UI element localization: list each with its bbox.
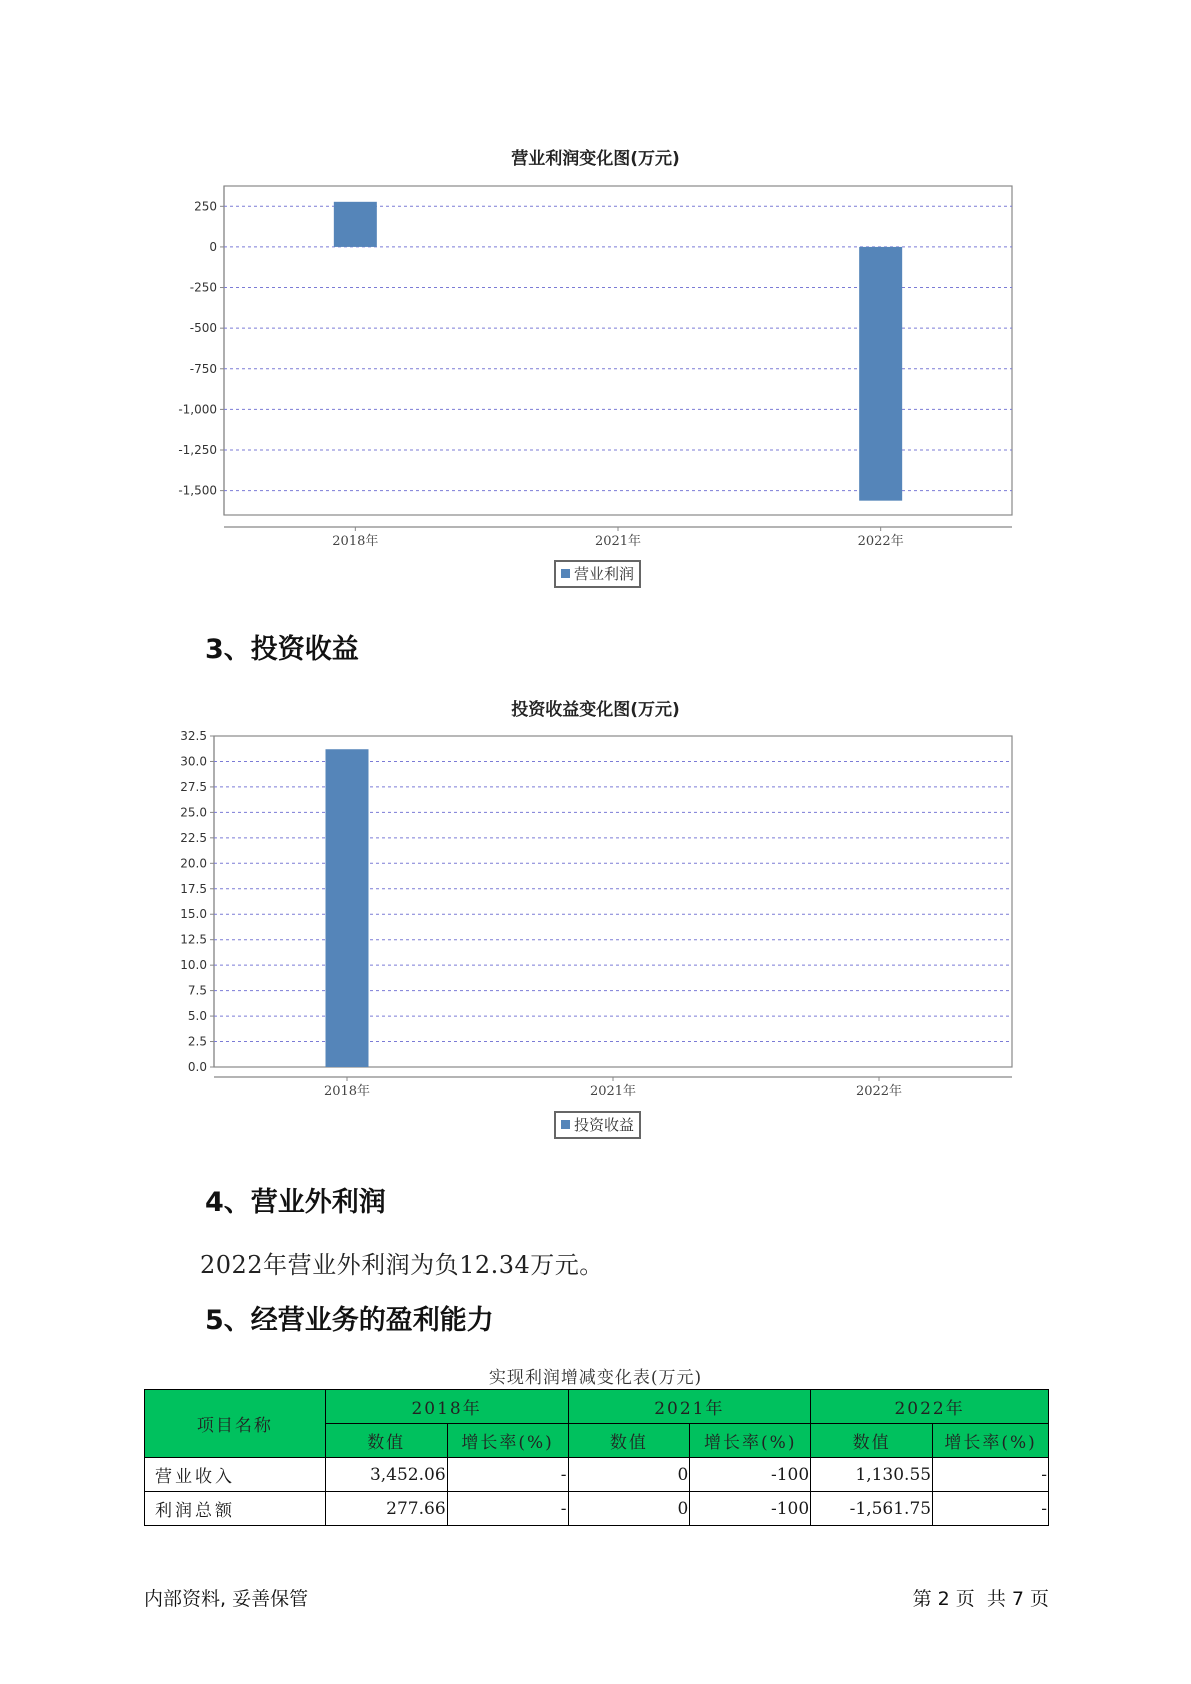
cell-growth: - xyxy=(933,1492,1049,1526)
x-tick-label: 2018年 xyxy=(323,1084,371,1099)
profit-change-table xyxy=(144,1389,1049,1526)
y-tick-label: 32.5 xyxy=(180,729,207,743)
y-tick-label: -500 xyxy=(189,321,217,336)
y-tick-label: 25.0 xyxy=(180,805,207,820)
bar xyxy=(326,749,369,1067)
y-tick-label: 12.5 xyxy=(180,932,207,947)
header-item-name: 项目名称 xyxy=(145,1390,326,1458)
header-value: 数值 xyxy=(568,1424,690,1458)
y-tick-label: 7.5 xyxy=(187,983,207,998)
cell-value: 277.66 xyxy=(325,1492,447,1526)
header-year-2021: 2021年 xyxy=(568,1390,811,1424)
y-tick-label: 17.5 xyxy=(180,881,207,896)
y-tick-label: 0.0 xyxy=(187,1060,207,1074)
y-tick-label: 27.5 xyxy=(180,779,207,794)
cell-value: -1,561.75 xyxy=(811,1492,933,1526)
x-tick-label: 2021年 xyxy=(594,534,642,549)
y-tick-label: -750 xyxy=(189,361,217,376)
section-heading-profitability: 5、经营业务的盈利能力 xyxy=(205,1305,494,1336)
legend-label: 营业利润 xyxy=(574,565,635,583)
investment-income-legend xyxy=(554,1111,641,1139)
x-tick-label: 2018年 xyxy=(332,534,379,549)
header-value: 数值 xyxy=(811,1424,933,1458)
header-growth: 增长率(%) xyxy=(933,1424,1049,1458)
x-tick-label: 2022年 xyxy=(855,1084,903,1099)
cell-value: 1,130.55 xyxy=(811,1458,933,1492)
x-tick-label: 2021年 xyxy=(589,1084,637,1099)
header-year-2018: 2018年 xyxy=(325,1390,568,1424)
investment-income-chart-title: 投资收益变化图(万元) xyxy=(511,700,680,720)
cell-growth: -100 xyxy=(690,1492,811,1526)
operating-profit-chart-title: 营业利润变化图(万元) xyxy=(511,149,680,169)
profit-table-title: 实现利润增减变化表(万元) xyxy=(488,1368,703,1388)
section-heading-non-operating: 4、营业外利润 xyxy=(205,1187,386,1218)
y-tick-label: -250 xyxy=(189,280,217,295)
y-tick-label: 30.0 xyxy=(180,754,207,769)
y-tick-label: -1,500 xyxy=(178,483,217,498)
cell-growth: - xyxy=(447,1492,568,1526)
header-value: 数值 xyxy=(325,1424,447,1458)
x-tick-label: 2022年 xyxy=(857,534,904,549)
row-name: 利润总额 xyxy=(145,1492,326,1526)
cell-value: 0 xyxy=(568,1458,690,1492)
table-row xyxy=(145,1458,1049,1492)
cell-value: 3,452.06 xyxy=(325,1458,447,1492)
row-name: 营业收入 xyxy=(145,1458,326,1492)
table-row xyxy=(145,1492,1049,1526)
y-tick-label: -1,250 xyxy=(178,443,217,458)
cell-growth: - xyxy=(933,1458,1049,1492)
cell-growth: -100 xyxy=(690,1458,811,1492)
footer-note: 内部资料, 妥善保管 xyxy=(144,1588,309,1610)
cell-growth: - xyxy=(447,1458,568,1492)
y-tick-label: 5.0 xyxy=(187,1009,207,1024)
legend-label: 投资收益 xyxy=(574,1116,635,1134)
y-tick-label: 2.5 xyxy=(187,1034,207,1049)
y-tick-label: 250 xyxy=(194,199,217,214)
y-tick-label: 0 xyxy=(209,239,217,254)
legend-swatch xyxy=(561,1120,570,1129)
y-tick-label: 15.0 xyxy=(180,907,207,922)
page-number: 第 2 页 共 7 页 xyxy=(912,1588,1049,1610)
cell-value: 0 xyxy=(568,1492,690,1526)
non-operating-profit-text: 2022年营业外利润为负12.34万元。 xyxy=(200,1251,604,1279)
y-tick-label: 10.0 xyxy=(180,958,207,973)
y-tick-label: 20.0 xyxy=(180,856,207,871)
y-tick-label: 22.5 xyxy=(180,830,207,845)
y-tick-label: -1,000 xyxy=(178,402,217,417)
header-year-2022: 2022年 xyxy=(811,1390,1049,1424)
header-growth: 增长率(%) xyxy=(690,1424,811,1458)
header-growth: 增长率(%) xyxy=(447,1424,568,1458)
section-heading-investment: 3、投资收益 xyxy=(205,634,359,665)
